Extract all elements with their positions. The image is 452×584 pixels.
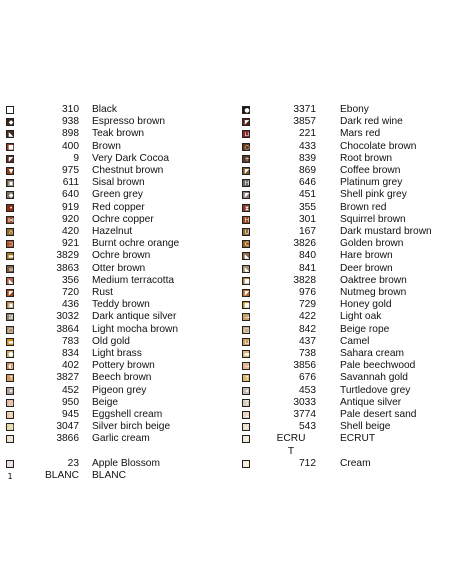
color-name: BLANC bbox=[92, 470, 126, 482]
arrow-up-icon: ↑ bbox=[242, 374, 250, 382]
color-code: 842 bbox=[299, 323, 316, 335]
color-name: Sisal brown bbox=[92, 177, 145, 189]
color-name: Shell beige bbox=[340, 421, 391, 433]
u-icon: U bbox=[242, 228, 250, 236]
circle-icon: ● bbox=[6, 350, 14, 358]
color-name: Light mocha brown bbox=[92, 323, 179, 335]
color-code: 3828 bbox=[293, 274, 316, 286]
legend-row bbox=[0, 324, 452, 336]
half-circle-icon: ◐ bbox=[6, 362, 14, 370]
color-name: Savannah gold bbox=[340, 372, 408, 384]
color-name: Otter brown bbox=[92, 262, 146, 274]
triangle-icon: ◤ bbox=[242, 191, 250, 199]
t-icon: T bbox=[6, 411, 14, 419]
color-name: Espresso brown bbox=[92, 116, 166, 128]
circle-icon: ● bbox=[242, 106, 250, 114]
color-name: Sahara cream bbox=[340, 348, 404, 359]
legend-row bbox=[0, 336, 452, 348]
legend-row bbox=[0, 470, 452, 482]
color-name: Turtledove grey bbox=[340, 384, 411, 396]
color-code: 3866 bbox=[56, 433, 79, 445]
color-name: Platinum grey bbox=[340, 177, 403, 189]
legend-row bbox=[0, 116, 452, 128]
color-code: 3774 bbox=[293, 409, 316, 420]
h-icon: H bbox=[242, 179, 250, 187]
color-code: 221 bbox=[299, 128, 316, 140]
color-code: 400 bbox=[62, 140, 79, 152]
legend-row bbox=[0, 287, 452, 299]
color-name: Camel bbox=[340, 335, 370, 347]
color-code: 712 bbox=[299, 458, 316, 469]
color-code: 3829 bbox=[56, 250, 79, 262]
legend-row bbox=[0, 348, 452, 360]
color-code: 611 bbox=[62, 177, 79, 189]
color-code: 3827 bbox=[56, 372, 79, 384]
legend-row bbox=[0, 433, 452, 457]
legend-row bbox=[0, 202, 452, 214]
check-icon: ✓ bbox=[6, 460, 14, 468]
color-name: Garlic cream bbox=[92, 433, 150, 445]
color-name: Brown red bbox=[340, 201, 387, 213]
color-name: Ochre copper bbox=[92, 213, 154, 225]
ribbon-icon: ⋈ bbox=[8, 216, 14, 224]
color-name: Teak brown bbox=[92, 128, 145, 140]
color-code: 301 bbox=[299, 213, 316, 225]
color-code: 3857 bbox=[293, 116, 316, 128]
stripe-icon: ≡ bbox=[6, 265, 14, 273]
arrow-right-icon: → bbox=[242, 362, 250, 370]
color-name: Cream bbox=[340, 458, 371, 469]
color-code: 976 bbox=[299, 287, 316, 298]
color-name: ECRUT bbox=[340, 433, 376, 445]
color-name: Burnt ochre orange bbox=[92, 238, 180, 250]
legend-row bbox=[0, 385, 452, 397]
hook-icon: ⊃ bbox=[6, 240, 14, 248]
color-name: Rust bbox=[92, 287, 113, 298]
color-code: 3864 bbox=[56, 323, 79, 335]
color-code: 834 bbox=[62, 348, 79, 359]
check-icon: ✓ bbox=[242, 435, 250, 443]
color-code: 167 bbox=[299, 226, 316, 237]
color-name: Root brown bbox=[340, 152, 393, 164]
legend-row bbox=[0, 226, 452, 238]
corner-icon: ◣ bbox=[242, 265, 250, 273]
color-name: Nutmeg brown bbox=[340, 287, 407, 298]
color-code: 738 bbox=[299, 348, 316, 359]
color-code: 402 bbox=[62, 360, 79, 372]
color-name: Ochre brown bbox=[92, 250, 151, 262]
color-name: Teddy brown bbox=[92, 299, 150, 311]
triangle-icon: ◤ bbox=[6, 289, 14, 297]
diamond-icon: ◆ bbox=[6, 118, 14, 126]
square-icon: ■ bbox=[242, 301, 250, 309]
color-code: 898 bbox=[62, 128, 79, 140]
t-side-icon: ⊣ bbox=[6, 423, 14, 431]
corner-icon: ◣ bbox=[6, 130, 14, 138]
color-code: 3826 bbox=[293, 238, 316, 250]
color-code: BLANC bbox=[45, 470, 79, 482]
color-name: Pottery brown bbox=[92, 360, 155, 372]
c-icon: C bbox=[242, 240, 250, 248]
color-name: Brown bbox=[92, 140, 121, 152]
t-icon: T bbox=[242, 399, 250, 407]
arch-icon: ∩ bbox=[6, 228, 14, 236]
color-name: Pale beechwood bbox=[340, 360, 416, 372]
cup-icon: ⊔ bbox=[242, 130, 250, 138]
triangle-icon: ◤ bbox=[242, 167, 250, 175]
arrow-up-icon: ↑ bbox=[6, 374, 14, 382]
h-icon: H bbox=[242, 216, 250, 224]
color-code: ECRU T bbox=[276, 433, 306, 457]
color-name: Apple Blossom bbox=[92, 458, 160, 469]
legend-row bbox=[0, 177, 452, 189]
color-name: Eggshell cream bbox=[92, 409, 163, 420]
corner-icon: ◣ bbox=[242, 252, 250, 260]
legend-row bbox=[0, 250, 452, 262]
square-dot-icon: ▣ bbox=[6, 301, 14, 309]
color-code: 729 bbox=[299, 299, 316, 311]
color-name: Dark red wine bbox=[340, 116, 403, 128]
legend-row bbox=[0, 360, 452, 372]
color-name: Oaktree brown bbox=[340, 274, 407, 286]
color-code: 950 bbox=[62, 396, 79, 408]
legend-row bbox=[0, 421, 452, 433]
color-code: 433 bbox=[299, 140, 316, 152]
color-code: 453 bbox=[299, 384, 316, 396]
triangle-icon: ◤ bbox=[242, 289, 250, 297]
check-icon: ✓ bbox=[6, 435, 14, 443]
color-code: 436 bbox=[62, 299, 79, 311]
color-code: 840 bbox=[299, 250, 316, 262]
color-name: Golden brown bbox=[340, 238, 404, 250]
box-icon: ▢ bbox=[6, 326, 14, 334]
legend-row bbox=[0, 311, 452, 323]
square-dot-icon: ▣ bbox=[6, 179, 14, 187]
color-code: 9 bbox=[73, 152, 79, 164]
legend-row bbox=[0, 397, 452, 409]
color-name: Beige rope bbox=[340, 323, 390, 335]
one-icon: 1 bbox=[7, 472, 13, 482]
color-name: Dark antique silver bbox=[92, 311, 177, 323]
legend-row bbox=[0, 128, 452, 140]
color-code: 3856 bbox=[293, 360, 316, 372]
legend-row bbox=[0, 165, 452, 177]
color-name: Hazelnut bbox=[92, 226, 133, 237]
color-code: 437 bbox=[299, 335, 316, 347]
bar-icon: ▬ bbox=[6, 252, 14, 260]
bar-icon: ▬ bbox=[242, 350, 250, 358]
down-triangle-icon: ▼ bbox=[6, 167, 14, 175]
color-code: 3371 bbox=[293, 104, 316, 115]
color-code: 676 bbox=[299, 372, 316, 384]
legend-row bbox=[0, 238, 452, 250]
color-code: 920 bbox=[62, 213, 79, 225]
color-name: Black bbox=[92, 104, 117, 115]
bar-icon: ▬ bbox=[6, 338, 14, 346]
color-name: Light brass bbox=[92, 348, 142, 359]
color-code: 938 bbox=[62, 116, 79, 128]
color-code: 919 bbox=[62, 201, 79, 213]
square-icon: ■ bbox=[242, 277, 250, 285]
color-code: 646 bbox=[299, 177, 316, 189]
color-code: 720 bbox=[62, 287, 79, 298]
legend-row bbox=[0, 214, 452, 226]
color-code: 3863 bbox=[56, 262, 79, 274]
color-code: 451 bbox=[299, 189, 316, 201]
color-name: Medium terracotta bbox=[92, 274, 175, 286]
color-name: Deer brown bbox=[340, 262, 393, 274]
color-code: 543 bbox=[299, 421, 316, 433]
corner-icon: ◣ bbox=[6, 277, 14, 285]
legend-row bbox=[0, 372, 452, 384]
color-name: Pigeon grey bbox=[92, 384, 147, 396]
t-up-icon: ⊥ bbox=[242, 411, 250, 419]
legend-row bbox=[0, 299, 452, 311]
legend-row bbox=[0, 275, 452, 287]
color-code: 839 bbox=[299, 152, 316, 164]
color-name: Coffee brown bbox=[340, 165, 401, 176]
color-name: Hare brown bbox=[340, 250, 393, 262]
color-name: Chestnut brown bbox=[92, 165, 164, 176]
cross-box-icon: ⊞ bbox=[6, 313, 14, 321]
legend-row bbox=[0, 409, 452, 421]
color-name: Honey gold bbox=[340, 299, 392, 311]
color-code: 23 bbox=[67, 458, 79, 469]
star-icon: ✶ bbox=[6, 387, 14, 395]
color-code: 310 bbox=[62, 104, 79, 115]
color-code: 422 bbox=[299, 311, 316, 323]
color-code: 945 bbox=[62, 409, 79, 420]
color-code: 355 bbox=[299, 201, 316, 213]
color-code: 921 bbox=[62, 238, 79, 250]
color-name: Shell pink grey bbox=[340, 189, 407, 201]
star-icon: ✶ bbox=[242, 387, 250, 395]
color-code: 3047 bbox=[56, 421, 79, 433]
color-name: Beige bbox=[92, 396, 119, 408]
box-icon: ▢ bbox=[242, 326, 250, 334]
color-name: Squirrel brown bbox=[340, 213, 406, 225]
dot-icon: • bbox=[6, 204, 14, 212]
color-code: 869 bbox=[299, 165, 316, 176]
color-code: 783 bbox=[62, 335, 79, 347]
color-code: 420 bbox=[62, 226, 79, 237]
color-name: Ebony bbox=[340, 104, 369, 115]
color-code: 3032 bbox=[56, 311, 79, 323]
legend-row bbox=[0, 104, 452, 116]
color-code: 452 bbox=[62, 384, 79, 396]
color-name: Dark mustard brown bbox=[340, 226, 432, 237]
color-name: Beech brown bbox=[92, 372, 152, 384]
check-icon: ✓ bbox=[242, 460, 250, 468]
legend-row bbox=[0, 189, 452, 201]
diamond-icon: ◆ bbox=[6, 191, 14, 199]
color-name: Antique silver bbox=[340, 396, 402, 408]
ring-icon: ○ bbox=[242, 143, 250, 151]
color-code: 975 bbox=[62, 165, 79, 176]
color-name: Old gold bbox=[92, 335, 130, 347]
color-name: Mars red bbox=[340, 128, 381, 140]
color-name: Light oak bbox=[340, 311, 382, 323]
color-name: Very Dark Cocoa bbox=[92, 152, 170, 164]
ring-icon: ○ bbox=[6, 399, 14, 407]
cup-icon: ⊔ bbox=[242, 338, 250, 346]
legend-row bbox=[0, 263, 452, 275]
color-name: Green grey bbox=[92, 189, 143, 201]
triangle-icon: ◤ bbox=[6, 155, 14, 163]
check-icon: ✓ bbox=[242, 423, 250, 431]
legend-row bbox=[0, 458, 452, 470]
color-code: 841 bbox=[299, 262, 316, 274]
hourglass-icon: ⧗ bbox=[242, 204, 250, 212]
color-code: 356 bbox=[62, 274, 79, 286]
legend-row bbox=[0, 141, 452, 153]
color-name: Pale desert sand bbox=[340, 409, 417, 420]
color-name: Red copper bbox=[92, 201, 145, 213]
square-icon: ■ bbox=[6, 143, 14, 151]
color-code: 640 bbox=[62, 189, 79, 201]
color-name: Chocolate brown bbox=[340, 140, 417, 152]
color-name: Silver birch beige bbox=[92, 421, 171, 433]
plus-icon: + bbox=[242, 155, 250, 163]
triangle-icon: ◤ bbox=[242, 118, 250, 126]
color-code: 3033 bbox=[293, 396, 316, 408]
arrow-right-icon: → bbox=[242, 313, 250, 321]
legend-row bbox=[0, 153, 452, 165]
